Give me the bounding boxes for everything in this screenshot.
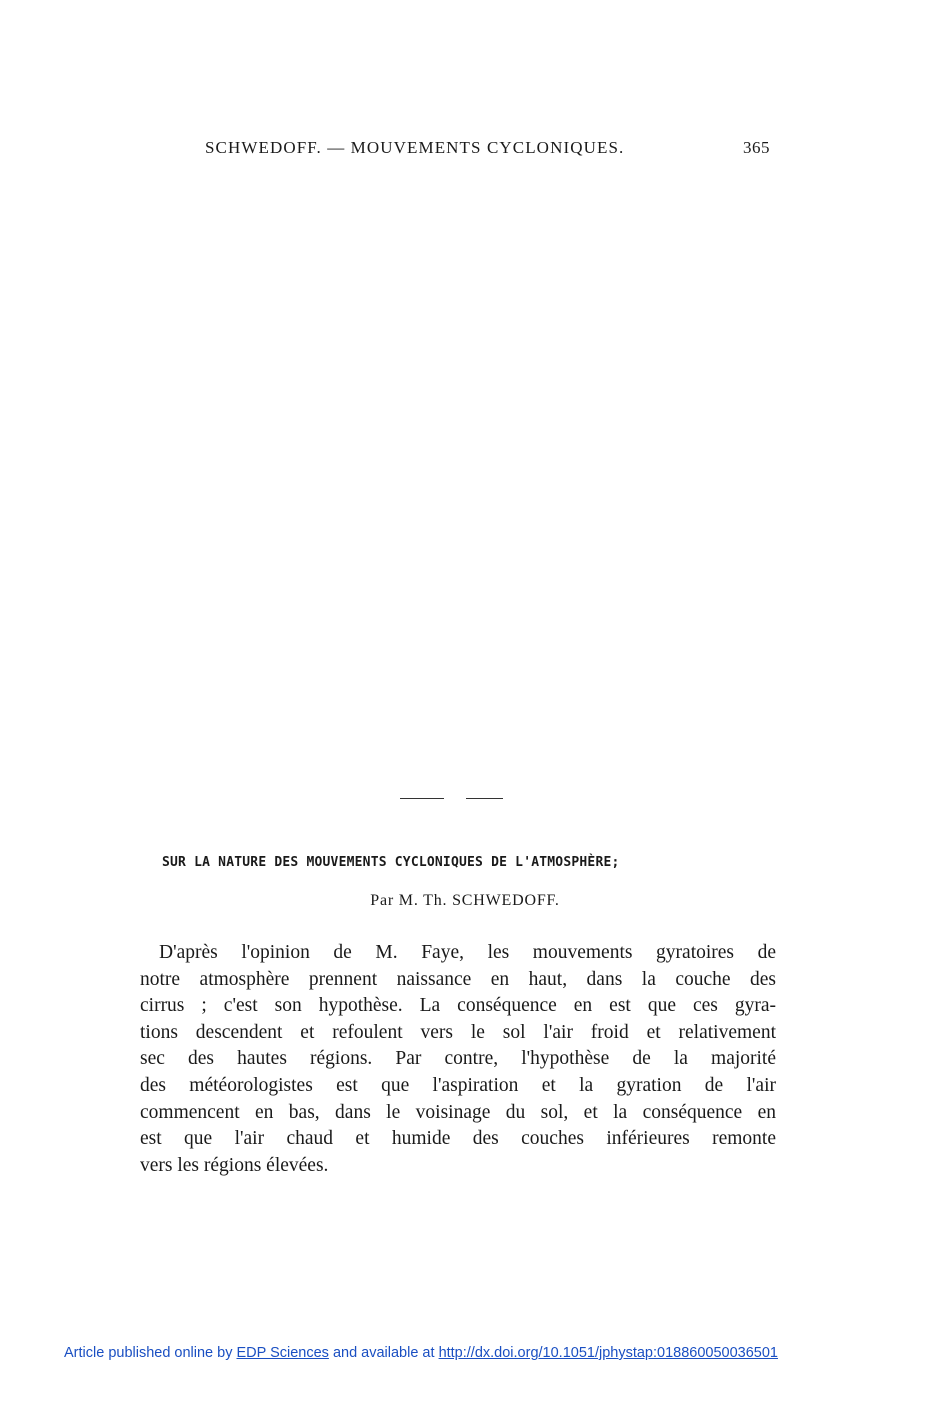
paragraph-line: sec des hautes régions. Par contre, l'hypothèse de la majorité — [140, 1048, 776, 1070]
article-title: SUR LA NATURE DES MOUVEMENTS CYCLONIQUES DE L'ATMOSPHÈRE; — [162, 855, 620, 870]
running-head — [205, 138, 770, 162]
paragraph-line: D'après l'opinion de M. Faye, les mouvements gyratoires de — [159, 942, 776, 963]
paragraph-line: notre atmosphère prennent naissance en haut, dans la couche des — [140, 968, 776, 990]
paragraph-line: cirrus ; c'est son hypothèse. La conséquence en est que ces gyra- — [140, 995, 776, 1017]
publisher-link[interactable]: EDP Sciences — [236, 1345, 329, 1361]
separator-rule-right — [466, 798, 503, 799]
page-number: 365 — [743, 138, 770, 157]
running-title: SCHWEDOFF. — MOUVEMENTS CYCLONIQUES. — [205, 138, 625, 157]
doi-link[interactable]: http://dx.doi.org/10.1051/jphystap:018860050036501 — [438, 1345, 778, 1361]
publication-footer — [64, 1345, 778, 1361]
paragraph-line: commencent en bas, dans le voisinage du sol, et la conséquence en — [140, 1101, 776, 1123]
separator-rule-left — [400, 798, 444, 799]
paragraph-line: vers les régions élevées. — [140, 1154, 329, 1176]
paragraph-line: est que l'air chaud et humide des couches inférieures remonte — [140, 1128, 776, 1150]
footer-prefix: Article published online by — [64, 1345, 237, 1361]
footer-middle: and available at — [328, 1345, 439, 1361]
author-line: Par M. Th. SCHWEDOFF. — [370, 892, 560, 909]
body-paragraph — [140, 940, 776, 1179]
paragraph-line: tions descendent et refoulent vers le sol l'air froid et relativement — [140, 1021, 776, 1043]
paragraph-line: des météorologistes est que l'aspiration et la gyration de l'air — [140, 1074, 776, 1096]
